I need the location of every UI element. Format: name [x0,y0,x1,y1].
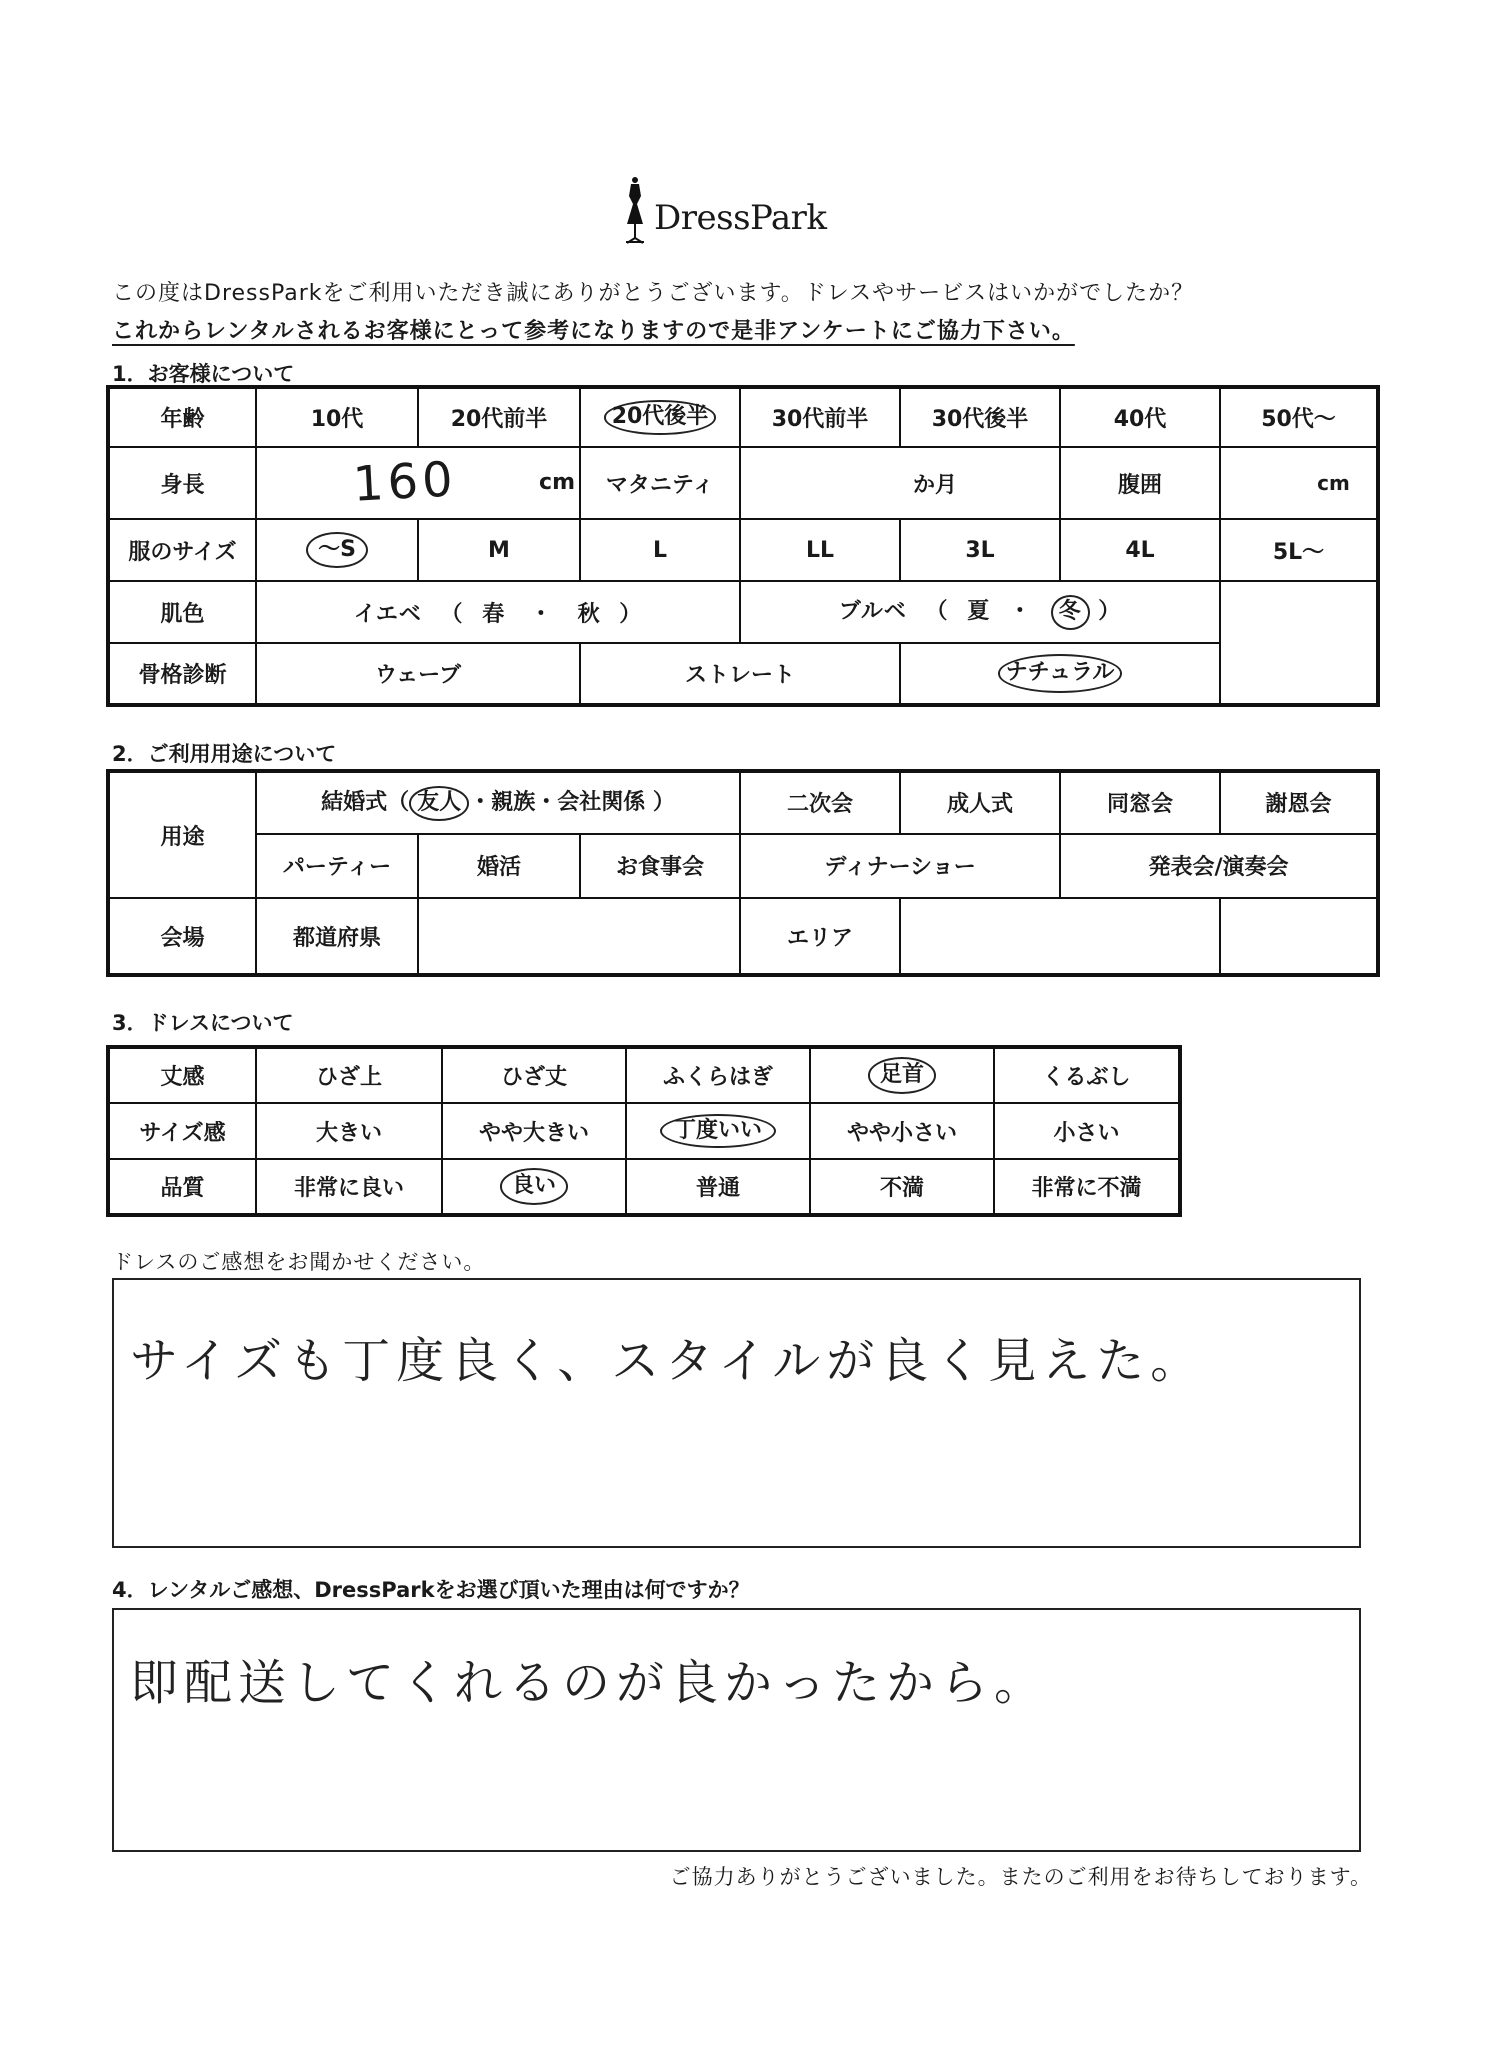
purpose-option-label: 二次会 [787,792,854,818]
autumn-option[interactable]: 秋 [577,601,601,627]
fit-option[interactable] [994,1103,1180,1159]
prefecture-field[interactable] [418,898,740,975]
selection-circle: 足首 [868,1057,936,1093]
dress-form-icon [620,176,650,246]
length-option-label: ひざ上 [315,1065,382,1090]
age-option[interactable] [1220,387,1378,447]
waist-unit: cm [1317,470,1350,495]
frame-option[interactable] [256,643,580,705]
age-option[interactable] [1060,387,1220,447]
frame-label: 骨格診断 [108,643,256,705]
summer-option[interactable]: 夏 [967,599,991,625]
paren-close: ） [1098,599,1122,625]
fit-option[interactable] [442,1103,626,1159]
separator: ・ [529,601,553,627]
fit-option[interactable] [810,1103,994,1159]
quality-option-label: 非常に不満 [1031,1176,1142,1201]
paren-open: （ [440,601,464,627]
empty-cell [1220,898,1378,975]
frame-option-selected[interactable] [900,643,1220,705]
size-option[interactable] [580,519,740,581]
age-option-selected[interactable] [580,387,740,447]
quality-option[interactable] [994,1159,1180,1215]
fit-option-label: やや大きい [478,1120,589,1146]
purpose-option[interactable] [256,834,418,899]
maternity-field[interactable] [740,447,1060,519]
size-option-label: 4L [1125,537,1155,563]
paren-close: ） [619,601,643,627]
age-option-label: 20代前半 [450,407,548,432]
fit-option-selected[interactable] [626,1103,810,1159]
height-value: 160 [351,451,459,513]
wedding-option[interactable] [256,771,740,834]
age-option[interactable] [900,387,1060,447]
venue-label: 会場 [108,898,256,975]
section-2-title: 2．ご利用用途について [112,742,337,766]
length-option[interactable] [256,1047,442,1103]
purpose-option-label: 成人式 [947,792,1014,818]
length-option[interactable] [994,1047,1180,1103]
size-option[interactable] [1060,519,1220,581]
size-option-label: LL [805,537,835,563]
thank-you-footer: ご協力ありがとうございました。またのご利用をお待ちしております。 [669,1865,1372,1889]
reason-answer: 即配送してくれるのが良かったから。 [130,1655,1049,1711]
empty-cell [1220,581,1378,643]
maternity-unit: か月 [912,472,957,498]
age-option[interactable] [256,387,418,447]
section-1-title: 1．お客様について [112,362,295,386]
height-label: 身長 [108,447,256,519]
purpose-option-label: ディナーショー [824,855,976,881]
purpose-option-label: 発表会/演奏会 [1148,855,1289,881]
length-option[interactable] [626,1047,810,1103]
purpose-label: 用途 [108,771,256,898]
purpose-option[interactable] [900,771,1060,834]
wedding-rest: ・親族・会社関係 ） [469,790,675,816]
size-option-label: M [488,537,510,563]
size-option-label: 3L [965,537,995,563]
dress-comment: サイズも丁度良く、スタイルが良く見えた。 [130,1333,1205,1389]
selection-circle: 20代後半 [604,400,717,434]
paren-open: （ [925,599,949,625]
skin-label: 肌色 [108,581,256,643]
fit-option-label: 小さい [1053,1120,1120,1146]
quality-option-selected[interactable] [442,1159,626,1215]
length-option-label: くるぶし [1042,1065,1131,1090]
purpose-option[interactable] [740,834,1060,899]
length-label: 丈感 [108,1047,256,1103]
maternity-label: マタニティ [580,447,740,519]
age-option-label: 30代前半 [771,407,869,432]
length-option[interactable] [442,1047,626,1103]
age-option-label: 40代 [1113,407,1167,432]
empty-cell [1220,643,1378,705]
quality-option[interactable] [256,1159,442,1215]
length-option-label: ひざ丈 [500,1065,567,1090]
dress-table [106,1045,1182,1217]
age-option[interactable] [740,387,900,447]
waist-label: 腹囲 [1060,447,1220,519]
quality-option-label: 不満 [879,1176,924,1201]
skin-yellow-field[interactable] [256,581,740,643]
usage-table [106,769,1380,977]
selection-circle: 丁度いい [660,1114,776,1148]
purpose-option[interactable] [1220,771,1378,834]
purpose-option-label: 婚活 [476,855,521,881]
age-option-label: 50代〜 [1261,407,1336,432]
purpose-option[interactable] [1060,834,1378,899]
brand-name: DressPark [654,198,827,238]
quality-option[interactable] [626,1159,810,1215]
purpose-option[interactable] [740,771,900,834]
length-option-label: ふくらはぎ [662,1065,773,1090]
blue-base-label: ブルベ [838,599,907,625]
age-label: 年齢 [108,387,256,447]
intro-line-1: この度はDressParkをご利用いただき誠にありがとうございます。ドレスやサービスはいかがでしたか？ [112,281,1195,306]
skin-blue-field[interactable] [740,581,1220,643]
size-label: 服のサイズ [108,519,256,581]
size-option[interactable] [418,519,580,581]
quality-option[interactable] [810,1159,994,1215]
purpose-option-label: パーティー [282,855,392,881]
purpose-option-label: お食事会 [616,855,705,881]
quality-option-label: 普通 [695,1176,740,1201]
comment-prompt: ドレスのご感想をお聞かせください。 [112,1250,486,1274]
purpose-option-label: 謝恩会 [1265,792,1332,818]
dresspark-logo [620,176,860,246]
fit-option-label: 大きい [315,1120,382,1146]
size-option-label: 5L〜 [1272,539,1325,565]
age-option-label: 30代後半 [931,407,1029,432]
intro-line-2: これからレンタルされるお客様にとって参考になりますので是非アンケートにご協力下さい。 [112,319,1075,344]
purpose-option[interactable] [418,834,580,899]
fit-option[interactable] [256,1103,442,1159]
separator: ・ [1008,599,1032,625]
waist-field[interactable] [1220,447,1378,519]
size-option[interactable] [740,519,900,581]
age-option[interactable] [418,387,580,447]
winter-option-selected[interactable]: 冬 [1051,595,1090,629]
frame-option[interactable] [580,643,900,705]
size-option-selected[interactable] [256,519,418,581]
height-unit: cm [539,470,575,495]
area-field[interactable] [900,898,1220,975]
friend-option-selected[interactable]: 友人 [409,786,469,820]
size-option-label: L [652,537,668,563]
age-option-label: 10代 [310,407,364,432]
spring-option[interactable]: 春 [482,601,506,627]
frame-option-label: ウェーブ [374,663,462,688]
purpose-option[interactable] [1060,771,1220,834]
purpose-option[interactable] [580,834,740,899]
customer-table [106,385,1380,707]
wedding-prefix: 結婚式（ [321,790,410,816]
size-option[interactable] [1220,519,1378,581]
section-4-title: 4．レンタルご感想、DressParkをお選び頂いた理由は何ですか？ [112,1578,750,1602]
dress-comment-box[interactable] [112,1278,1361,1548]
height-field[interactable] [256,447,580,519]
yellow-base-label: イエベ [353,601,422,627]
fit-option-label: やや小さい [846,1120,957,1146]
fit-label: サイズ感 [108,1103,256,1159]
length-option-selected[interactable] [810,1047,994,1103]
area-label: エリア [740,898,900,975]
prefecture-label: 都道府県 [256,898,418,975]
selection-circle: ナチュラル [998,654,1123,692]
reason-answer-box[interactable] [112,1608,1361,1852]
frame-option-label: ストレート [684,663,795,688]
quality-label: 品質 [108,1159,256,1215]
selection-circle: 良い [500,1168,568,1204]
selection-circle: 〜S [306,532,368,568]
section-3-title: 3．ドレスについて [112,1011,294,1035]
size-option[interactable] [900,519,1060,581]
purpose-option-label: 同窓会 [1107,792,1174,818]
quality-option-label: 非常に良い [293,1176,404,1201]
